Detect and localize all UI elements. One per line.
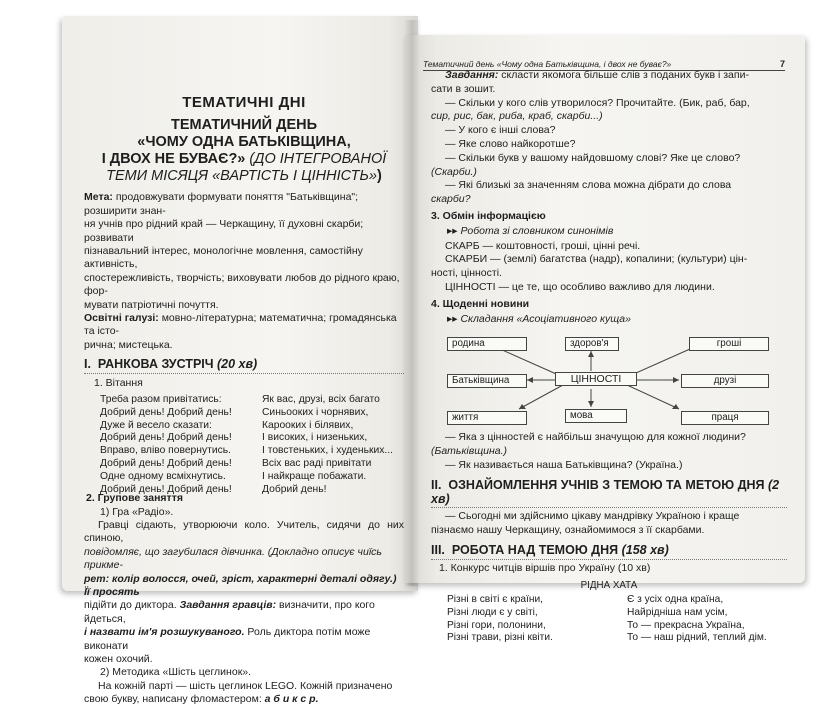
cluster-item-friends: друзі xyxy=(681,374,769,388)
cluster-item-work: праця xyxy=(681,411,769,425)
page-number: 7 xyxy=(779,59,785,69)
synonyms-subheading: ▸▸ Робота зі словником синонімів xyxy=(447,224,614,237)
cluster-item-language: мова xyxy=(565,409,627,423)
greeting-poem xyxy=(84,394,404,495)
radio-game-description: Гравці сідають, утворюючи коло. Учитель, сидячи до них спиною, повідомляє, що загубилася дівчинка. (Докладно описує чиїсь прикме- рет: колір волосся, очей, зріст, характерні деталі одягу.) Її просять підійти до диктора. Завдання гравців: визначити, про кого йдеться, і назвати ім'я розшукуваного. Роль диктора потім може виконати кожен охочий. xyxy=(84,518,404,665)
cluster-item-health: здоров'я xyxy=(565,337,619,351)
item-poetry-contest: 1. Конкурс читців віршів про Україну (10 хв) xyxy=(439,561,651,574)
poem-title: РІДНА ХАТА xyxy=(580,579,638,591)
left-page-content xyxy=(84,90,404,707)
running-header: Тематичний день «Чому одна Батьківщина, і двох не буває?» 7 xyxy=(423,59,785,69)
six-bricks-description: На кожній парті — шість цеглинок LEGO. Кожній призначено свою букву, написану фломастером: а б и к с р. xyxy=(84,679,393,706)
left-page xyxy=(62,16,418,706)
cluster-item-family: родина xyxy=(447,337,527,351)
item-group-work: 2. Групове заняття xyxy=(86,492,183,505)
item-six-bricks: 2) Методика «Шість цеглинок». xyxy=(100,666,252,679)
book-spine xyxy=(404,20,420,586)
cluster-center-values: ЦІННОСТІ xyxy=(555,372,637,386)
homeland-poem xyxy=(431,594,787,654)
item-info-exchange: 3. Обмін інформацією xyxy=(431,209,546,222)
item-greeting: 1. Вітання xyxy=(94,376,143,389)
section-title: ТЕМАТИЧНІ ДНІ xyxy=(182,94,306,111)
right-page-content: Завдання: скласти якомога більше слів з поданих букв і запи- сати в зошит. — Скільки у кого слів утворилося? Прочитайте. (Бик, раб, бар, сир, рис, бак, риба, краб, скарби...) — У кого є інші слова? — Яке слово найкоротше? — Скільки букв у вашому найдовшому слові? Яке це слово? (Скарби.) — Які близькі за значенням слова можна дібрати до слова скарби? 3. Обмін інформацією ▸▸ Робота зі словником синонімів СКАРБ — коштовності, гроші, цінні речі. СКАРБИ — (землі) багатства (надр), копалини; (культури) цін- ності, цінності. ЦІННОСТІ — це те, що особливо важливо для людини. 4. Щоденні новини ▸▸ Складання «Асоціативного куща» родина здоров'я гроші Батьківщина ЦІННОСТІ друзі життя мова праця — Яка з цінностей є найбільш значущою для кожної людини? (Батьківщина.) — Як називається наша Батьківщина? (Україна.) II. ОЗНАЙОМЛЕННЯ УЧНІВ З ТЕМОЮ ТА МЕТОЮ ДНЯ (2 хв) — Сьогодні ми здійснимо цікаву мандрівку Україною і краще пізнаємо нашу Черкащину, ознайомимося з її скарбами. III. РОБОТА НАД ТЕМОЮ ДНЯ (158 хв) 1. Конкурс читців віршів про Україну (10 хв) РІДНА ХАТА Різні в світі є країни, Різні люди є у світі, Різні гори, полонини, Різні трави, різні квіти. Є з усіх одна країна, Найрідніша нам усім, То — прекрасна Україна, То — наш рідний, теплий дім. xyxy=(431,63,787,654)
section-heading-morning: I. РАНКОВА ЗУСТРІЧ (20 хв) xyxy=(84,358,404,373)
poem-column-left: Різні в світі є країни, Різні люди є у світі, Різні гори, полонини, Різні трави, різні квіти. xyxy=(447,594,553,644)
item-radio-game: 1) Гра «Радіо». xyxy=(100,505,174,518)
cluster-item-life: життя xyxy=(447,411,527,425)
page-title: ТЕМАТИЧНИЙ ДЕНЬ «ЧОМУ ОДНА БАТЬКІВЩИНА, І ДВОХ НЕ БУВАЄ?» (ДО ІНТЕГРОВАНОЇ ТЕМИ МІСЯЦЯ «ВАРТІСТЬ І ЦІННІСТЬ») xyxy=(101,117,387,185)
poem-column-left: Треба разом привітатись: Добрий день! Добрий день! Дуже й весело сказати: Добрий день! Добрий день! Вправо, вліво повернутись. Добрий день! Добрий день! Одне одному всміхнутись. Добрий день! Добрий день! xyxy=(100,394,232,495)
goal-paragraph: Мета: продовжувати формувати поняття "Батьківщина"; розширити знан- ня учнів про рідний край — Черкащину, її духовні скарби; розвивати пізнавальний інтерес, монологічне мовлення, самостійну активність, спостережливість, творчість; виховувати любов до рідного краю, фор- мувати патріотичні почуття. Освітні галузі: мовно-літературна; математична; громадянська та істо- рична; мистецька. xyxy=(84,191,400,351)
poem-column-right: Як вас, друзі, всіх багато Синьооких і чорнявих, Карооких і білявих, І високих, і низеньких, І товстеньких, і худеньких... Всіх вас раді привітати І найкраще побажати. Добрий день! xyxy=(262,394,393,495)
cluster-subheading: ▸▸ Складання «Асоціативного куща» xyxy=(447,312,631,325)
right-page xyxy=(405,35,805,644)
section-heading-main-work: III. РОБОТА НАД ТЕМОЮ ДНЯ (158 хв) xyxy=(431,544,787,560)
poem-column-right: Є з усіх одна країна, Найрідніша нам усім, То — прекрасна Україна, То — наш рідний, теплий дім. xyxy=(627,594,767,644)
cluster-item-money: гроші xyxy=(689,337,769,351)
cluster-item-homeland: Батьківщина xyxy=(447,374,527,388)
item-daily-news: 4. Щоденні новини xyxy=(431,297,530,310)
section-heading-intro: II. ОЗНАЙОМЛЕННЯ УЧНІВ З ТЕМОЮ ТА МЕТОЮ ДНЯ (2 хв) xyxy=(431,479,787,509)
association-cluster xyxy=(431,329,787,429)
